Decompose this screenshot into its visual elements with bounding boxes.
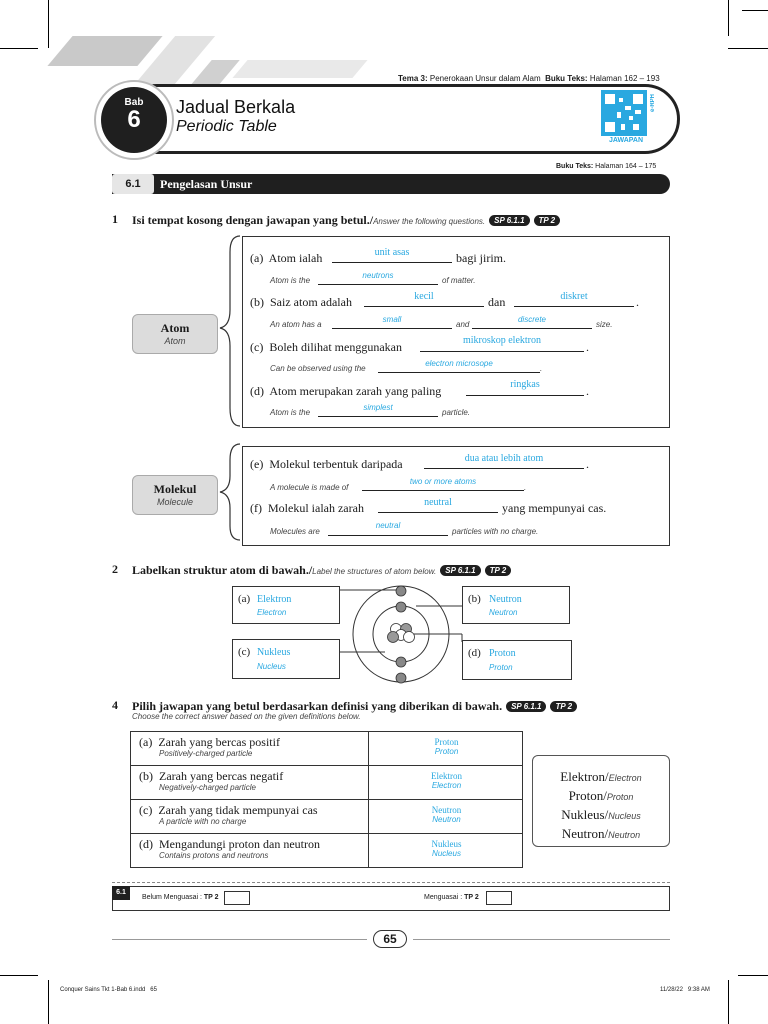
- question-4-prompt: Pilih jawapan yang betul berdasarkan definisi yang diberikan di bawah. SP 6.1.1 TP 2: [132, 697, 577, 715]
- choice-item: Nukleus/Nucleus: [561, 807, 641, 822]
- item-text-en: An atom has a: [270, 320, 322, 329]
- choice-box: [532, 755, 670, 847]
- item-text-en: Atom is the: [270, 276, 311, 285]
- footer-date: 11/28/22 9:38 AM: [660, 987, 710, 993]
- table-row: (c) Zarah yang tidak mempunyai cas A particle with no charge Neutron Neutron: [131, 800, 523, 834]
- answer-text: small: [382, 315, 402, 324]
- assessment-menguasai: Menguasai : TP 2: [424, 894, 479, 901]
- answer-text: dua atau lebih atom: [464, 453, 544, 464]
- item-text: yang mempunyai cas.: [502, 501, 607, 515]
- answer-blank[interactable]: [362, 490, 524, 491]
- question-number: 4: [112, 698, 118, 712]
- tp-tag: TP 2: [534, 215, 561, 226]
- answer-text: electron microsope: [425, 359, 493, 368]
- answer-text: ringkas: [510, 379, 540, 390]
- answer-text: Proton: [489, 648, 516, 659]
- answer-text: Neutron: [489, 608, 518, 617]
- answer-text: two or more atoms: [409, 477, 477, 486]
- answer-cell[interactable]: Neutron Neutron: [369, 800, 523, 834]
- qr-label: JAWAPAN: [608, 137, 644, 144]
- assessment-section: 6.1: [112, 886, 130, 900]
- item-e: (e) Molekul terbentuk daripada: [250, 457, 403, 471]
- answer-text: Nucleus: [257, 662, 286, 671]
- choice-item: Proton/Proton: [568, 788, 634, 803]
- label-box-a[interactable]: (a) Elektron Electron: [232, 586, 340, 624]
- tp-tag: TP 2: [485, 565, 512, 576]
- answer-blank[interactable]: [424, 468, 584, 469]
- question-4-prompt-en: Choose the correct answer based on the given definitions below.: [132, 712, 361, 721]
- divider: [112, 882, 670, 883]
- item-text-en: particles with no charge.: [452, 527, 539, 536]
- item-b: (b) Saiz atom adalah: [250, 295, 352, 309]
- assessment-belum: Belum Menguasai : TP 2: [142, 894, 219, 901]
- answer-text: Electron: [257, 608, 287, 617]
- item-a: (a) Atom ialah: [250, 251, 323, 265]
- answer-blank[interactable]: [318, 416, 438, 417]
- answer-text: diskret: [560, 291, 588, 302]
- answer-text: Elektron: [257, 594, 292, 605]
- section-number: 6.1: [112, 174, 154, 194]
- item-text: .: [586, 457, 589, 471]
- answer-text: kecil: [414, 291, 434, 302]
- answer-blank[interactable]: [364, 306, 484, 307]
- label-box-b[interactable]: (b) Neutron Neutron: [462, 586, 570, 624]
- answer-text: simplest: [363, 403, 393, 412]
- item-text: dan: [488, 295, 506, 309]
- item-text: .: [636, 295, 639, 309]
- answer-blank[interactable]: [318, 284, 438, 285]
- label-box-d[interactable]: (d) Proton Proton: [462, 640, 572, 680]
- answer-cell[interactable]: Nukleus Nucleus: [369, 834, 523, 868]
- definition-table: [130, 731, 523, 868]
- item-text-en: .: [524, 483, 527, 492]
- section-textbook-ref: Buku Teks: Halaman 164 – 175: [556, 163, 657, 170]
- sp-tag: SP 6.1.1: [440, 565, 480, 576]
- brace-lines: [218, 232, 244, 552]
- answer-blank[interactable]: [328, 535, 448, 536]
- item-text-en: Molecules are: [270, 527, 320, 536]
- page-number: 65: [373, 930, 407, 948]
- table-row: (b) Zarah yang bercas negatif Negatively-charged particle Elektron Electron: [131, 766, 523, 800]
- belum-checkbox[interactable]: [224, 891, 250, 905]
- chapter-badge: [101, 87, 167, 153]
- section-title: Pengelasan Unsur: [160, 177, 253, 191]
- item-text-en: size.: [596, 320, 613, 329]
- chapter-label: Bab: [124, 97, 144, 108]
- answer-text: mikroskop elektron: [462, 335, 542, 346]
- answer-text: neutral: [375, 521, 401, 530]
- tp-tag: TP 2: [550, 701, 577, 712]
- item-text-en: and: [456, 320, 470, 329]
- answer-blank[interactable]: [514, 306, 634, 307]
- qr-side-label: e-RPH: [650, 94, 656, 113]
- answer-blank[interactable]: [472, 328, 592, 329]
- item-text-en: Can be observed using the: [270, 364, 366, 373]
- sp-tag: SP 6.1.1: [506, 701, 546, 712]
- chapter-title: Jadual Berkala: [176, 97, 296, 117]
- answer-blank[interactable]: [378, 372, 540, 373]
- answer-blank[interactable]: [378, 512, 498, 513]
- header-stripe: [47, 36, 162, 66]
- sp-tag: SP 6.1.1: [489, 215, 529, 226]
- label-box-c[interactable]: (c) Nukleus Nucleus: [232, 639, 340, 679]
- question-1-prompt: Isi tempat kosong dengan jawapan yang betul./Answer the following questions. SP 6.1.1 TP 2: [132, 211, 560, 229]
- answer-text: neutrons: [362, 271, 394, 280]
- answer-blank[interactable]: [332, 328, 452, 329]
- question-number: 1: [112, 212, 118, 226]
- item-text-en: of matter.: [442, 276, 476, 285]
- crop-mark: [738, 975, 768, 976]
- concept-atom: Atom Atom: [132, 314, 218, 354]
- answer-blank[interactable]: [420, 351, 584, 352]
- divider: [112, 939, 367, 940]
- answer-text: neutral: [424, 497, 452, 508]
- item-text-en: A molecule is made of: [270, 483, 349, 492]
- answer-blank[interactable]: [466, 395, 584, 396]
- item-f: (f) Molekul ialah zarah: [250, 501, 364, 515]
- crop-mark: [728, 0, 729, 36]
- crop-mark: [0, 48, 38, 49]
- footer-file: Conquer Sains Tkt 1-Bab 6.indd 65: [60, 987, 157, 993]
- answer-text: Nukleus: [257, 647, 291, 658]
- table-row: (a) Zarah yang bercas positif Positively-charged particle Proton Proton: [131, 732, 523, 766]
- answer-cell[interactable]: Elektron Electron: [369, 766, 523, 800]
- concept-molekul: Molekul Molecule: [132, 475, 218, 515]
- item-text-en: particle.: [442, 408, 471, 417]
- choice-item: Neutron/Neutron: [561, 826, 641, 841]
- choice-item: Elektron/Electron: [560, 769, 642, 784]
- answer-text: discrete: [517, 315, 546, 324]
- table-row: (d) Mengandungi proton dan neutron Contains protons and neutrons Nukleus Nucleus: [131, 834, 523, 868]
- answer-text: unit asas: [374, 247, 410, 258]
- chapter-subtitle: Periodic Table: [176, 118, 277, 135]
- divider: [413, 939, 670, 940]
- item-d: (d) Atom merupakan zarah yang paling: [250, 384, 442, 398]
- item-text: .: [586, 340, 589, 354]
- menguasai-checkbox[interactable]: [486, 891, 512, 905]
- qr-code-icon[interactable]: [601, 90, 647, 136]
- header-stripe: [232, 60, 367, 78]
- chapter-number: 6: [127, 106, 141, 133]
- item-text: .: [586, 384, 589, 398]
- answer-text: Neutron: [489, 594, 522, 605]
- answer-text: Proton: [489, 663, 513, 672]
- crop-mark: [48, 0, 49, 48]
- header-meta: Tema 3: Penerokaan Unsur dalam Alam Buku Teks: Halaman 162 – 193: [398, 74, 660, 83]
- item-c: (c) Boleh dilihat menggunakan: [250, 340, 402, 354]
- answer-cell[interactable]: Proton Proton: [369, 732, 523, 766]
- crop-mark: [728, 980, 729, 1024]
- answer-blank[interactable]: [332, 262, 452, 263]
- question-2-prompt: Labelkan struktur atom di bawah./Label the structures of atom below. SP 6.1.1 TP 2: [132, 561, 511, 579]
- crop-mark: [728, 48, 768, 49]
- crop-mark: [0, 975, 38, 976]
- item-text-en: .: [540, 364, 543, 373]
- item-text-en: Atom is the: [270, 408, 311, 417]
- item-text: bagi jirim.: [456, 251, 506, 265]
- crop-mark: [742, 10, 768, 11]
- crop-mark: [48, 980, 49, 1024]
- question-number: 2: [112, 562, 118, 576]
